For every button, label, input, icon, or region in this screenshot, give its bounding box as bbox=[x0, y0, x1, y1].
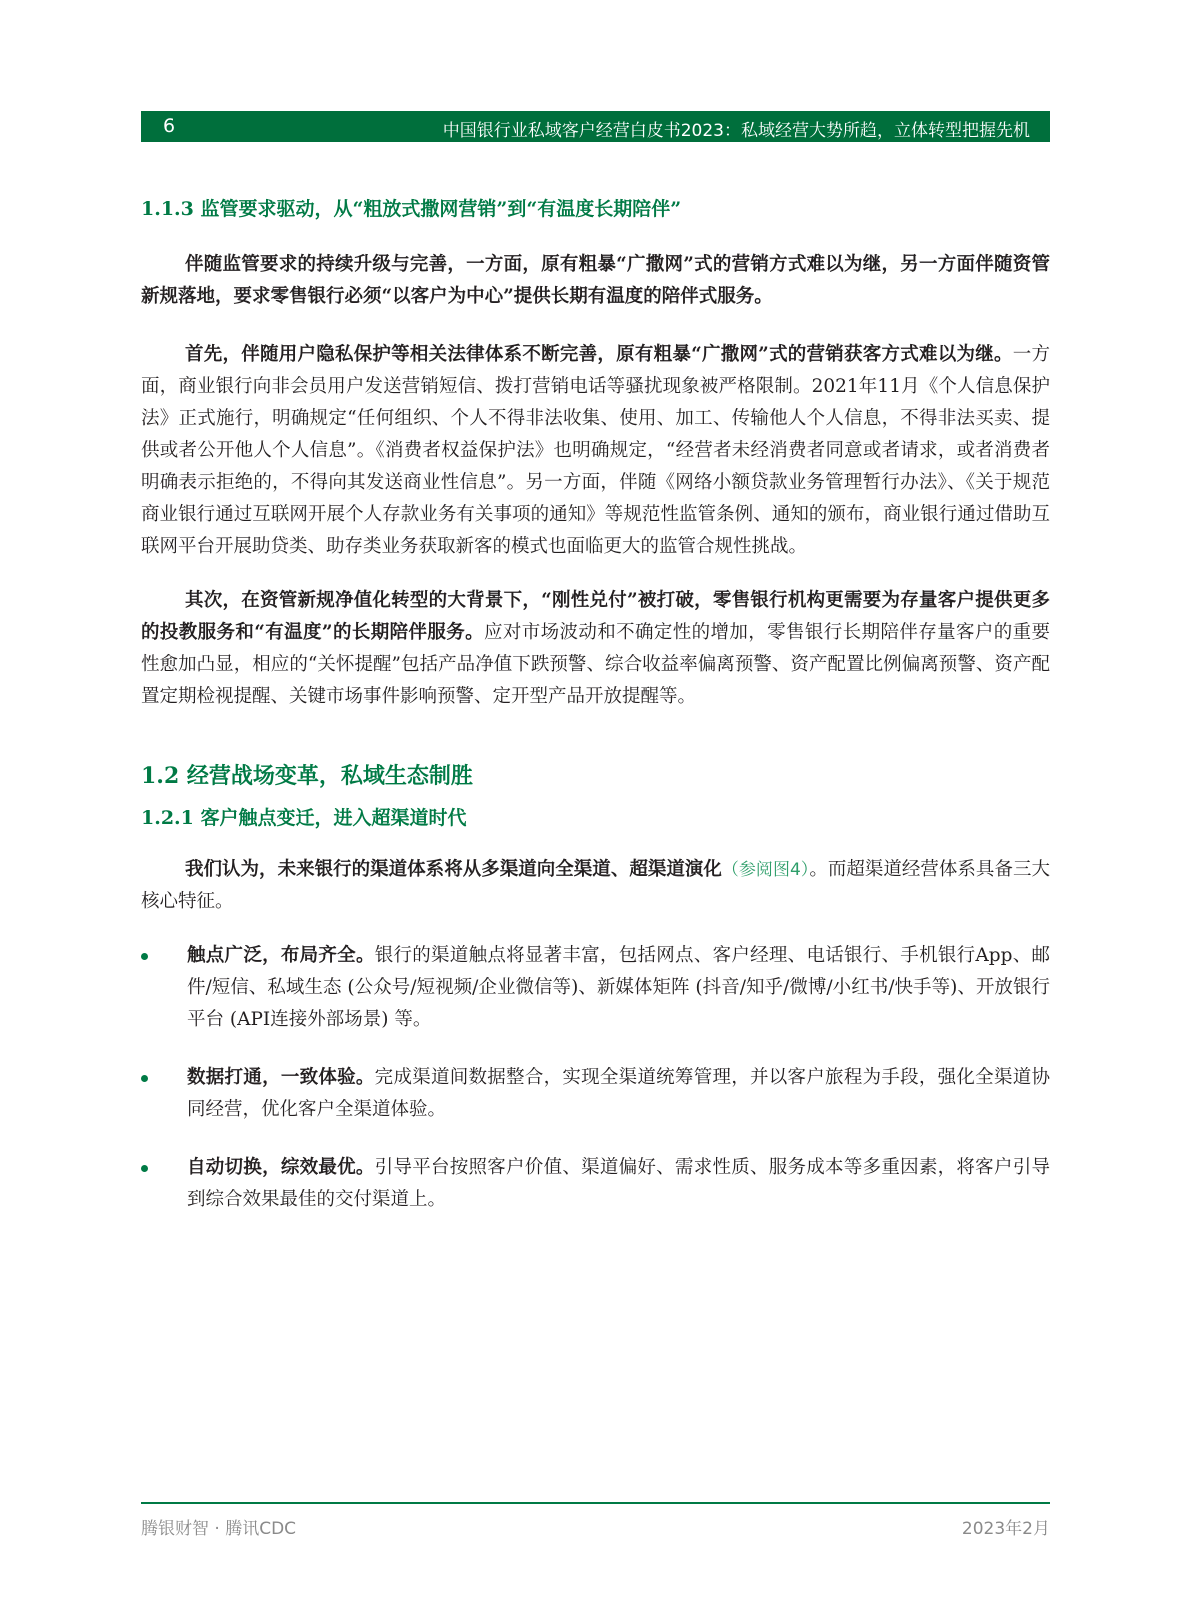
body-text: 一方面，商业银行向非会员用户发送营销短信、拨打营销电话等骚扰现象被严格限制。2021年11月《个人信息保护法》正式施行，明确规定“任何组织、个人不得非法收集、使用、加工、传输他人个人信息，不得非法买卖、提供或者公开他人个人信息”。《消费者权益保护法》也明确规定，“经营者未经消费者同意或者请求，或者消费者明确表示拒绝的，不得向其发送商业性信息”。另一方面，伴随《网络小额贷款业务管理暂行办法》、《关于规范商业银行通过互联网开展个人存款业务有关事项的通知》等规范性监管条例、通知的颁布，商业银行通过借助互联网平台开展助贷类、助存类业务获取新客的模式也面临更大的监管合规性挑战。 bbox=[141, 344, 1050, 557]
page-content bbox=[141, 196, 1050, 1242]
list-item bbox=[141, 1062, 1050, 1126]
body-text: 应对市场波动和不确定性的增加，零售银行长期陪伴存量客户的重要性愈加凸显，相应的“关怀提醒”包括产品净值下跌预警、综合收益率偏离预警、资产配置比例偏离预警、资产配置定期检视提醒、关键市场事件影响预警、定开型产品开放提醒等。 bbox=[141, 622, 1050, 707]
footer-date: 2023年2月 bbox=[961, 1519, 1050, 1539]
section-heading-1-2-1: 1.2.1 客户触点变迁，进入超渠道时代 bbox=[141, 807, 467, 829]
feature-list bbox=[141, 940, 1050, 1216]
footer-divider bbox=[141, 1502, 1050, 1504]
paragraph bbox=[141, 854, 1050, 918]
document-title: 中国银行业私域客户经营白皮书2023：私域经营大势所趋，立体转型把握先机 bbox=[442, 121, 1030, 141]
body-text: 。而超渠道经营体系具备三大核心特征。 bbox=[141, 859, 1050, 912]
bold-text: 触点广泛，布局齐全。 bbox=[187, 945, 375, 966]
paragraph bbox=[141, 339, 1050, 563]
section-heading-1-2: 1.2 经营战场变革，私域生态制胜 bbox=[141, 763, 473, 789]
bullet-icon bbox=[141, 953, 148, 960]
header-bar bbox=[141, 111, 1050, 142]
bold-text: 伴随监管要求的持续升级与完善，一方面，原有粗暴“广撒网”式的营销方式难以为继，另一方面伴随资管新规落地，要求零售银行必须“以客户为中心”提供长期有温度的陪伴式服务。 bbox=[141, 254, 1050, 307]
body-text: 引导平台按照客户价值、渠道偏好、需求性质、服务成本等多重因素，将客户引导到综合效果最佳的交付渠道上。 bbox=[187, 1157, 1050, 1210]
bold-text: 其次，在资管新规净值化转型的大背景下，“刚性兑付”被打破，零售银行机构更需要为存量客户提供更多的投教服务和“有温度”的长期陪伴服务。 bbox=[141, 590, 1050, 643]
bullet-icon bbox=[141, 1075, 148, 1082]
bold-text: 我们认为，未来银行的渠道体系将从多渠道向全渠道、超渠道演化 bbox=[185, 859, 722, 880]
section-heading-1-1-3: 1.1.3 监管要求驱动，从“粗放式撒网营销”到“有温度长期陪伴” bbox=[141, 198, 682, 220]
list-item bbox=[141, 1152, 1050, 1216]
list-item bbox=[141, 940, 1050, 1036]
bold-text: 首先，伴随用户隐私保护等相关法律体系不断完善，原有粗暴“广撒网”式的营销获客方式难以为继。 bbox=[185, 344, 1013, 365]
paragraph bbox=[141, 585, 1050, 713]
bullet-icon bbox=[141, 1165, 148, 1172]
page-number: 6 bbox=[163, 115, 176, 137]
bold-text: 自动切换，综效最优。 bbox=[187, 1157, 375, 1178]
footer-publisher: 腾银财智 · 腾讯CDC bbox=[141, 1519, 297, 1539]
paragraph bbox=[141, 249, 1050, 313]
bold-text: 数据打通，一致体验。 bbox=[187, 1067, 375, 1088]
body-text: 银行的渠道触点将显著丰富，包括网点、客户经理、电话银行、手机银行App、邮件/短信、私域生态 (公众号/短视频/企业微信等)、新媒体矩阵 (抖音/知乎/微博/小红书/快手等)、开放银行平台 (API连接外部场景) 等。 bbox=[187, 945, 1050, 1030]
figure-reference-link[interactable]: （参阅图4） bbox=[721, 860, 810, 880]
body-text: 完成渠道间数据整合，实现全渠道统筹管理，并以客户旅程为手段，强化全渠道协同经营，优化客户全渠道体验。 bbox=[187, 1067, 1050, 1120]
